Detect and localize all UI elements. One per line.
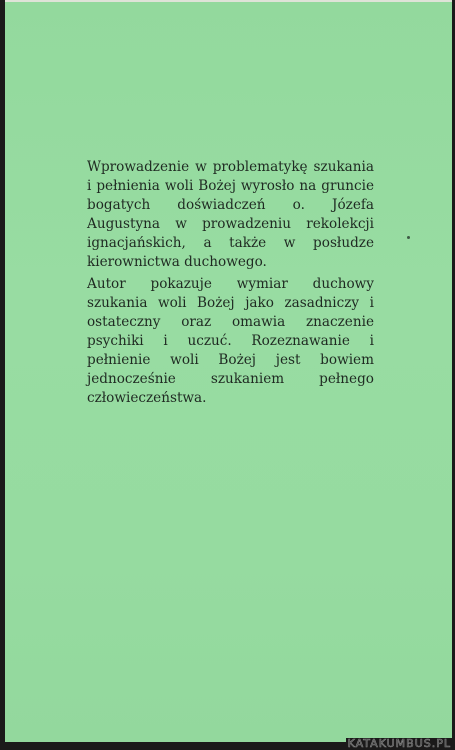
blurb-paragraph-1: Wprowadzenie w problematykę szukania i pełnienia woli Bożej wyrosło na gruncie bogatych doświadczeń o. Józefa Augustyna w prowadzeniu rekolekcji ignacjańskich, a także w posłudze kierownictwa duchowego.: [87, 159, 374, 270]
print-speck: [407, 236, 410, 239]
blurb-paragraph-2: Autor pokazuje wymiar duchowy szukania woli Bożej jako zasadniczy i ostateczny oraz omawia znaczenie psychiki i uczuć. Rozeznawanie i pełnienie woli Bożej jest bowiem jednocześnie szukaniem pełnego człowieczeństwa.: [87, 276, 374, 406]
watermark: KATAKUMBUS.PL: [347, 737, 451, 750]
blurb-text: [87, 158, 374, 408]
